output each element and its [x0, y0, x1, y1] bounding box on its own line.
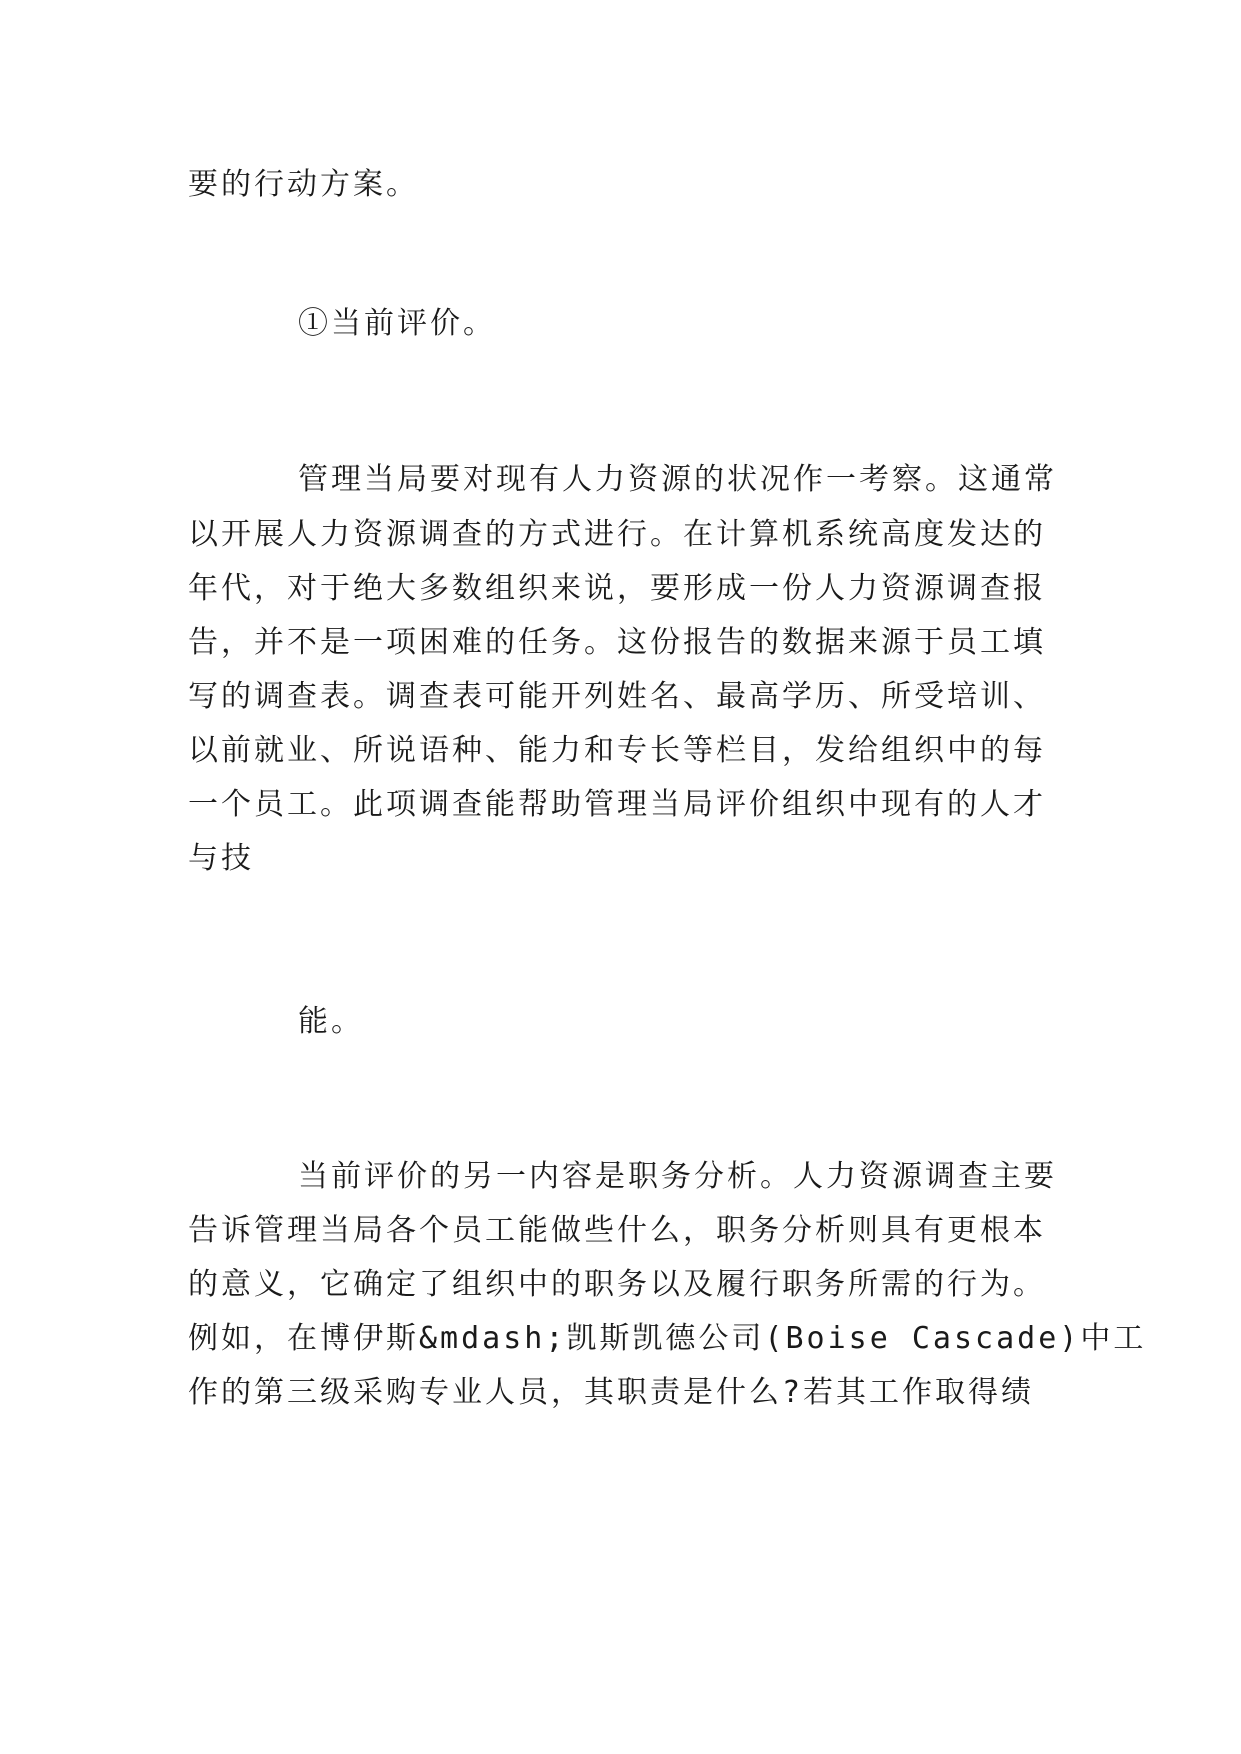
text-line: 告诉管理当局各个员工能做些什么，职务分析则具有更根本 [188, 1213, 1046, 1248]
text-line: 写的调查表。调查表可能开列姓名、最高学历、所受培训、 [188, 679, 1046, 714]
text-line: 年代，对于绝大多数组织来说，要形成一份人力资源调查报 [188, 571, 1046, 606]
text-line: 告，并不是一项困难的任务。这份报告的数据来源于员工填 [188, 625, 1046, 660]
text-line: 与技 [188, 841, 254, 876]
text-line: 以开展人力资源调查的方式进行。在计算机系统高度发达的 [188, 517, 1046, 552]
text-line: 的意义，它确定了组织中的职务以及履行职务所需的行为。 [188, 1267, 1046, 1302]
section-heading: ①当前评价。 [298, 306, 496, 341]
text-line: 要的行动方案。 [188, 167, 419, 202]
text-line: 作的第三级采购专业人员，其职责是什么?若其工作取得绩 [188, 1375, 1035, 1410]
text-line: 一个员工。此项调查能帮助管理当局评价组织中现有的人才 [188, 787, 1046, 822]
text-line: 管理当局要对现有人力资源的状况作一考察。这通常 [298, 462, 1057, 497]
text-line: 当前评价的另一内容是职务分析。人力资源调查主要 [298, 1159, 1057, 1194]
text-line: 例如，在博伊斯&mdash;凯斯凯德公司(Boise Cascade)中工 [188, 1321, 1147, 1356]
text-line: 能。 [298, 1004, 364, 1039]
text-line: 以前就业、所说语种、能力和专长等栏目，发给组织中的每 [188, 733, 1046, 768]
